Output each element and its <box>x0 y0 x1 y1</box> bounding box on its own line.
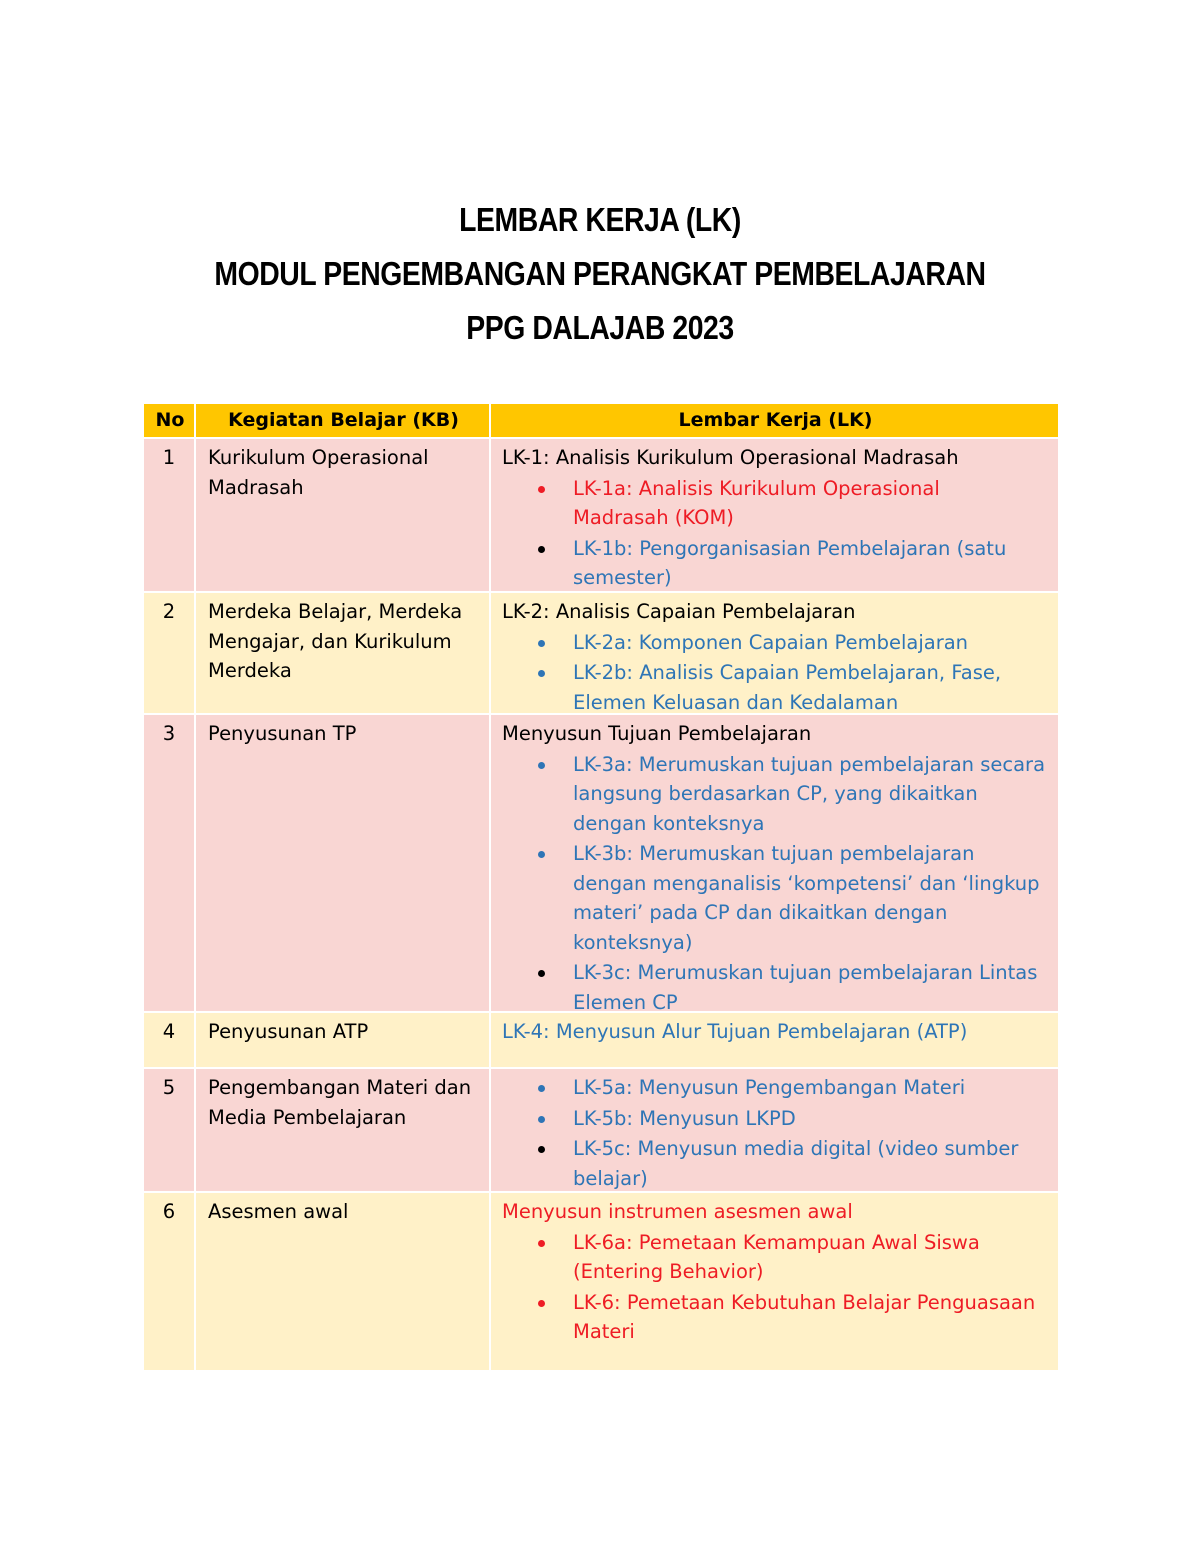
title-line-2: MODUL PENGEMBANGAN PERANGKAT PEMBELAJARAN <box>214 255 986 292</box>
bullet-icon <box>538 970 545 977</box>
row-1-lk-heading: LK-1: Analisis Kurikulum Operasional Madrasah <box>502 446 959 469</box>
list-item-text: LK-3c: Merumuskan tujuan pembelajaran Lintas Elemen CP <box>573 961 1038 1014</box>
title-line-1: LEMBAR KERJA (LK) <box>459 201 741 238</box>
bullet-icon <box>538 851 545 858</box>
list-item-text: LK-1b: Pengorganisasian Pembelajaran (satu semester) <box>573 536 1007 589</box>
list-item <box>502 750 1052 839</box>
row-3-lk <box>491 715 1058 1014</box>
bullet-icon <box>538 1146 545 1153</box>
list-item-text: LK-3b: Merumuskan tujuan pembelajaran dengan menganalisis ‘kompetensi’ dan ‘lingkup materi’ pada CP dan dikaitkan dengan konteksnya) <box>573 842 1040 954</box>
row-1-lk <box>491 439 1058 591</box>
bullet-icon <box>538 546 545 553</box>
bullet-icon <box>538 1300 545 1307</box>
header-no: No <box>144 404 194 437</box>
row-6-lk <box>491 1193 1058 1370</box>
list-item-text: LK-3a: Merumuskan tujuan pembelajaran secara langsung berdasarkan CP, yang dikaitkan dengan konteksnya <box>573 752 1046 835</box>
list-item-text: LK-5c: Menyusun media digital (video sumber belajar) <box>573 1137 1019 1190</box>
row-3-kb: Penyusunan TP <box>196 715 489 1011</box>
list-item-text: LK-2b: Analisis Capaian Pembelajaran, Fase, Elemen Keluasan dan Kedalaman <box>573 661 1002 714</box>
bullet-icon <box>538 762 545 769</box>
lk-table <box>144 404 1058 1370</box>
row-3-no: 3 <box>144 715 194 1011</box>
title-line-3: PPG DALAJAB 2023 <box>466 309 734 346</box>
bullet-icon <box>538 486 545 493</box>
row-4-lk-heading: LK-4: Menyusun Alur Tujuan Pembelajaran (ATP) <box>502 1020 968 1043</box>
row-6-lk-heading: Menyusun instrumen asesmen awal <box>502 1200 853 1223</box>
bullet-icon <box>538 1116 545 1123</box>
list-item-text: LK-6a: Pemetaan Kemampuan Awal Siswa (Entering Behavior) <box>573 1230 980 1283</box>
row-2-kb: Merdeka Belajar, Merdeka Mengajar, dan Kurikulum Merdeka <box>196 593 489 713</box>
list-item-text: LK-5a: Menyusun Pengembangan Materi <box>573 1076 966 1099</box>
bullet-icon <box>538 640 545 647</box>
list-item <box>502 958 1052 1017</box>
document-title <box>0 193 1200 355</box>
row-3-lk-heading: Menyusun Tujuan Pembelajaran <box>502 722 812 745</box>
row-5-no: 5 <box>144 1069 194 1191</box>
bullet-icon <box>538 1085 545 1092</box>
row-2-lk-heading: LK-2: Analisis Capaian Pembelajaran <box>502 600 856 623</box>
row-4-kb: Penyusunan ATP <box>196 1013 489 1067</box>
list-item-text: LK-6: Pemetaan Kebutuhan Belajar Penguasaan Materi <box>573 1290 1036 1343</box>
row-4-no: 4 <box>144 1013 194 1067</box>
header-kb: Kegiatan Belajar (KB) <box>196 404 489 437</box>
row-5-lk <box>491 1069 1058 1191</box>
list-item-text: LK-5b: Menyusun LKPD <box>573 1106 796 1130</box>
row-1-kb: Kurikulum Operasional Madrasah <box>196 439 489 591</box>
list-item-text: LK-2a: Komponen Capaian Pembelajaran <box>573 630 969 654</box>
list-item <box>502 628 1052 658</box>
bullet-icon <box>538 670 545 677</box>
list-item <box>502 474 1052 533</box>
header-lk: Lembar Kerja (LK) <box>491 404 1058 437</box>
list-item <box>502 839 1052 957</box>
bullet-icon <box>538 1240 545 1247</box>
list-item <box>502 1134 1052 1193</box>
row-4-lk <box>491 1013 1058 1067</box>
row-1-no: 1 <box>144 439 194 591</box>
list-item <box>502 658 1052 717</box>
row-6-no: 6 <box>144 1193 194 1370</box>
list-item <box>502 1288 1052 1347</box>
list-item-text: LK-1a: Analisis Kurikulum Operasional Madrasah (KOM) <box>573 476 940 529</box>
list-item <box>502 1104 1052 1134</box>
row-2-no: 2 <box>144 593 194 713</box>
row-6-kb: Asesmen awal <box>196 1193 489 1370</box>
list-item <box>502 1228 1052 1287</box>
row-5-kb: Pengembangan Materi dan Media Pembelajaran <box>196 1069 489 1191</box>
list-item <box>502 534 1052 593</box>
list-item <box>502 1073 1052 1103</box>
row-2-lk <box>491 593 1058 713</box>
